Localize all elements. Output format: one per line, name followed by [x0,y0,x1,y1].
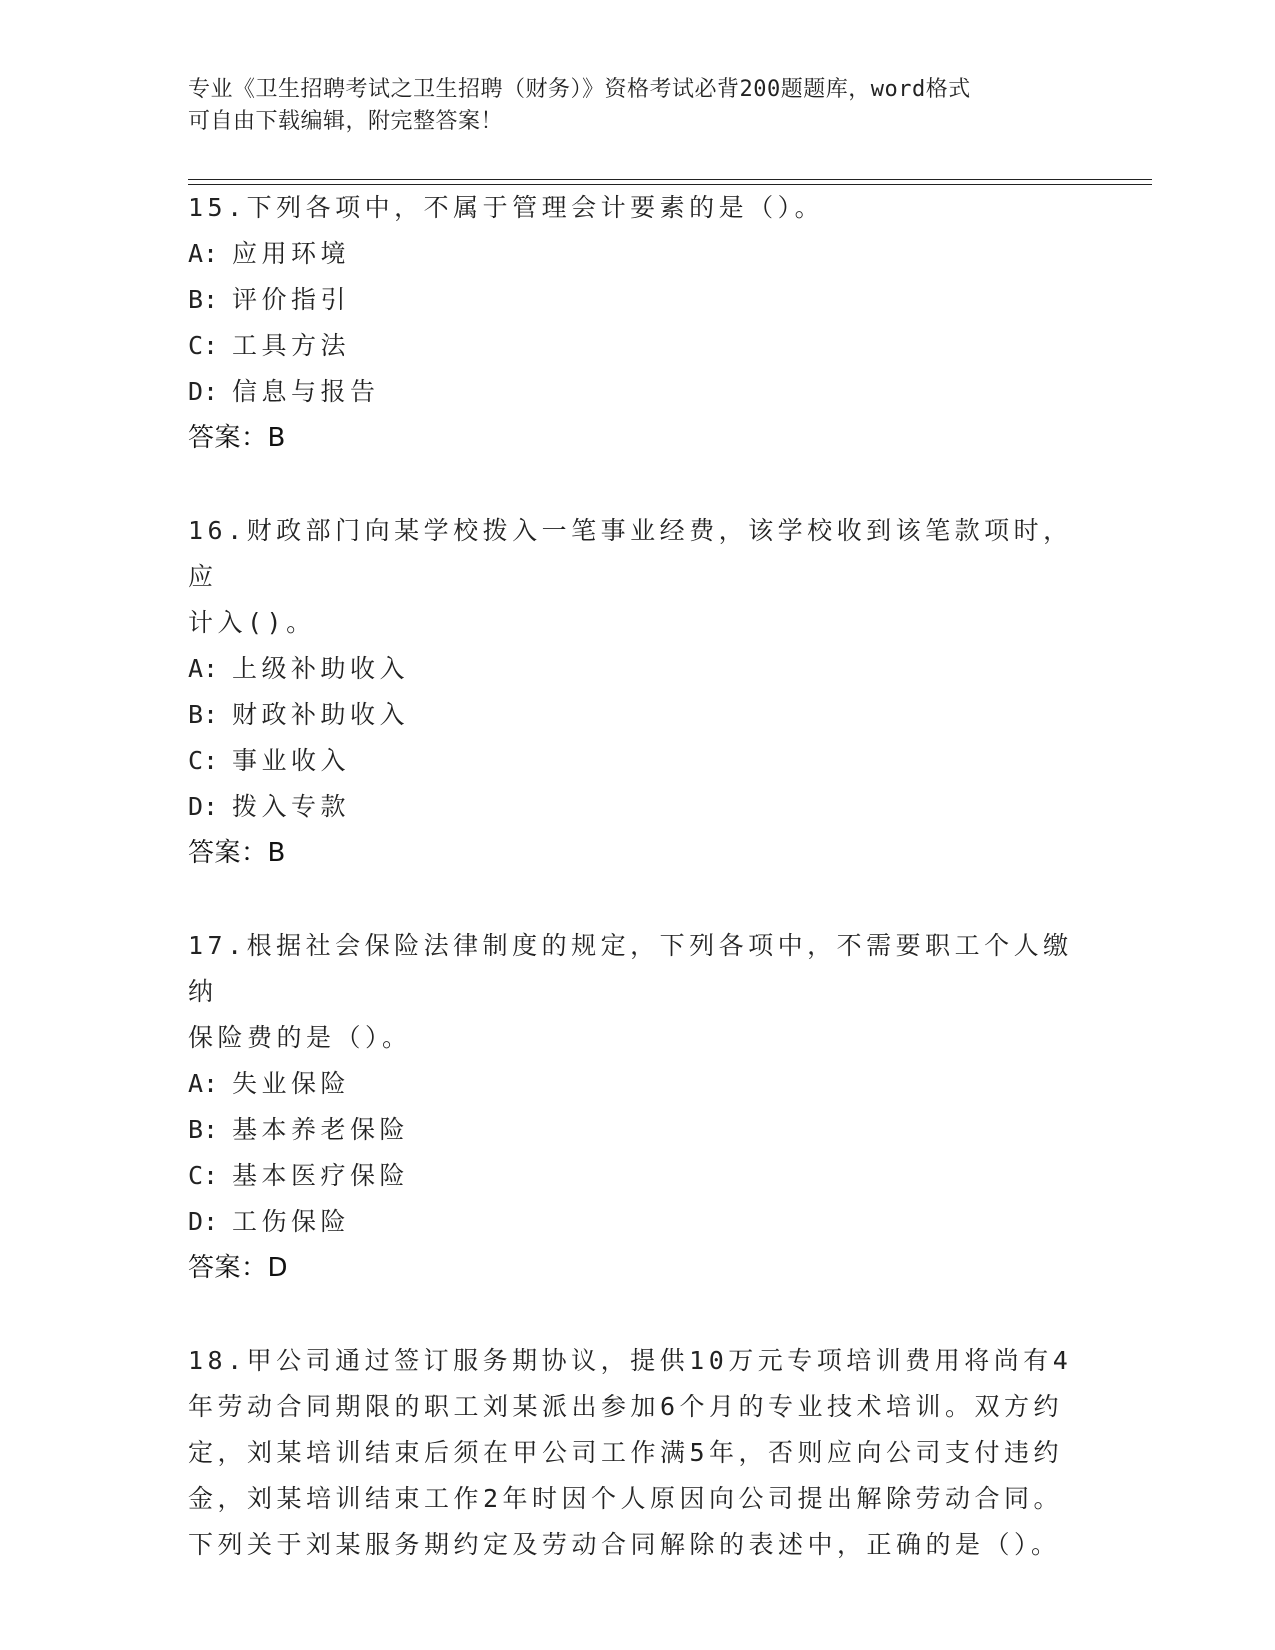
option-c [188,1153,1088,1199]
question-text-line: 定，刘某培训结束后须在甲公司工作满5年，否则应向公司支付违约 [188,1438,1064,1467]
option-text: 工具方法 [232,331,351,360]
header-divider-top [188,179,1152,180]
option-key: C: [188,1161,219,1190]
option-key: A: [188,239,219,268]
option-d [188,369,1088,415]
option-text: 拨入专款 [232,792,351,821]
question-text-line: 下列关于刘某服务期约定及劳动合同解除的表述中，正确的是（）。 [188,1530,1061,1559]
question-16 [188,508,1088,876]
question-text-line: 计入()。 [188,608,316,637]
option-d [188,1199,1088,1245]
option-key: D: [188,1207,219,1236]
option-key: C: [188,331,219,360]
option-text: 基本医疗保险 [232,1161,410,1190]
answer-line: 答案：D [188,1253,289,1283]
option-key: B: [188,700,219,729]
option-text: 事业收入 [232,746,351,775]
option-a [188,646,1088,692]
option-key: A: [188,1069,219,1098]
question-text-line: 保险费的是（）。 [188,1023,412,1052]
option-text: 评价指引 [232,285,351,314]
question-text-line: 18.甲公司通过签订服务期协议，提供10万元专项培训费用将尚有4 [188,1346,1073,1375]
option-text: 基本养老保险 [232,1115,410,1144]
option-a [188,1061,1088,1107]
header-line-2: 可自由下载编辑，附完整答案！ [188,109,504,134]
question-text-line: 年劳动合同期限的职工刘某派出参加6个月的专业技术培训。双方约 [188,1392,1064,1421]
question-17 [188,923,1088,1291]
option-key: C: [188,746,219,775]
question-text: 15.下列各项中，不属于管理会计要素的是（）。 [188,193,825,222]
option-key: B: [188,1115,219,1144]
question-15 [188,185,1088,461]
question-text-line: 16.财政部门向某学校拨入一笔事业经费，该学校收到该笔款项时，应 [188,516,1073,591]
option-text: 应用环境 [232,239,351,268]
option-b [188,1107,1088,1153]
question-18 [188,1338,1088,1568]
option-key: A: [188,654,219,683]
answer-line: 答案：B [188,423,286,453]
option-b [188,277,1088,323]
option-text: 上级补助收入 [232,654,410,683]
option-text: 信息与报告 [232,377,380,406]
option-d [188,784,1088,830]
option-key: B: [188,285,219,314]
option-key: D: [188,792,219,821]
option-b [188,692,1088,738]
option-text: 工伤保险 [232,1207,351,1236]
option-c [188,738,1088,784]
question-text-line: 金，刘某培训结束工作2年时因个人原因向公司提出解除劳动合同。 [188,1484,1064,1513]
option-c [188,323,1088,369]
question-text-line: 17.根据社会保险法律制度的规定，下列各项中，不需要职工个人缴纳 [188,931,1073,1006]
answer-line: 答案：B [188,838,286,868]
option-text: 失业保险 [232,1069,351,1098]
option-text: 财政补助收入 [232,700,410,729]
question-list [188,185,1088,1615]
header-line-1: 专业《卫生招聘考试之卫生招聘（财务）》资格考试必背200题题库，word格式 [188,77,971,102]
option-key: D: [188,377,219,406]
option-a [188,231,1088,277]
document-header [188,74,1088,138]
